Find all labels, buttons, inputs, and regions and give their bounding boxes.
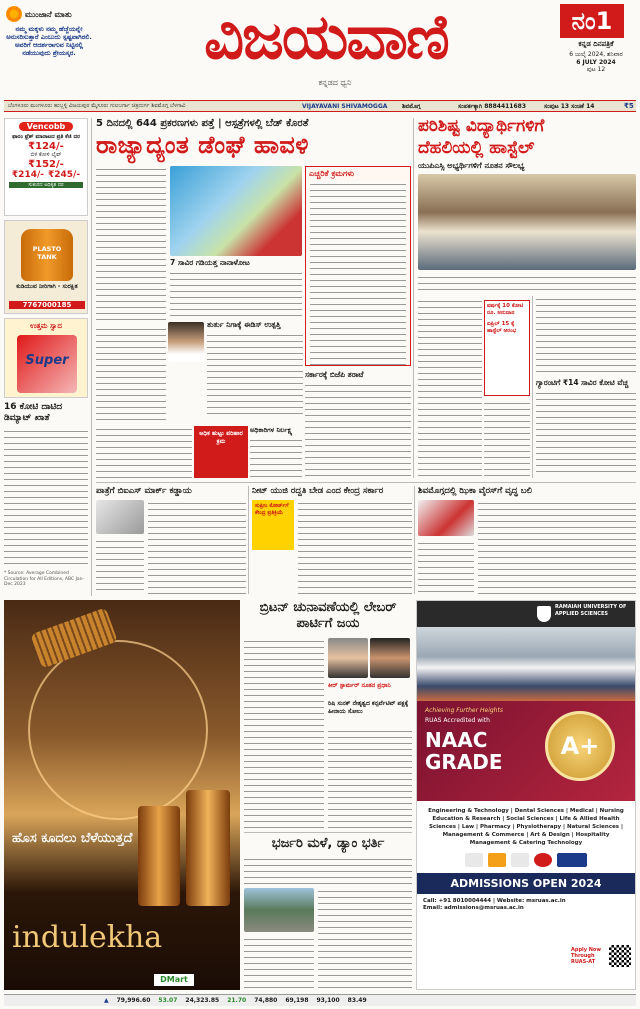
sarkari-story — [305, 370, 411, 480]
morning-quote — [6, 6, 92, 96]
grade-text: NAAC GRADE — [425, 728, 503, 774]
hostel-meeting-photo — [418, 174, 636, 270]
edition-kn: ಶಿವಮೊಗ್ಗ — [402, 103, 421, 110]
zika-story — [418, 486, 636, 594]
aplus-badge — [545, 711, 615, 781]
sensex: 79,996.60 — [116, 997, 151, 1004]
rain-story — [244, 836, 412, 990]
sunak-photo — [370, 638, 410, 678]
right-body-3 — [484, 400, 530, 478]
plasto-brand: PLASTO TANK — [32, 245, 62, 261]
right-body-2 — [418, 298, 482, 478]
sun-icon — [6, 6, 22, 22]
rishi-caption: ರಿಷಿ ಸುನಕ್ ನೇತೃತ್ವದ ಕನ್ಸರ್ವೆಟಿವ್ ಪಕ್ಷಕ್ಕೆ ಹೀನಾಯ ಸೋಲು — [328, 700, 409, 715]
lead-kicker: 5 ದಿನದಲ್ಲಿ 644 ಪ್ರಕರಣಗಳು ಪತ್ತೆ | ಆಸ್ಪತ್ರೆಗಳಲ್ಲಿ ಬೆಡ್ ಕೊರತೆ — [96, 118, 309, 129]
indulekha-brand: indulekha — [12, 920, 163, 955]
vencobb-price4: ₹245/- — [48, 170, 81, 180]
right-body-1 — [418, 274, 636, 294]
apply-box: Apply Now Through RUAS-AT — [571, 947, 601, 965]
hostel-box-text: ವರ್ಷಕ್ಕೆ 10 ಕೋಟಿ ರೂ. ಅನುದಾನ — [487, 303, 524, 316]
super-ad — [4, 318, 88, 398]
edition-bar — [4, 100, 636, 112]
minister-photo — [168, 322, 204, 362]
lead-side-box — [194, 426, 248, 478]
sarkari-title: ಸರ್ಕಾರಕ್ಕೆ ಬಿಜೆಪಿ ತರಾಟೆ — [305, 370, 364, 379]
tunnel-title: ಗ್ಯಾರಂಟಿಗೆ ₹14 ಸಾವಿರ ಕೋಟಿ ವೆಚ್ಚ — [536, 378, 629, 387]
oil-bottles — [138, 790, 234, 910]
right-headline-2: ದೆಹಲಿಯಲ್ಲಿ ಹಾಸ್ಟೆಲ್ — [418, 138, 535, 158]
hostel-box — [484, 300, 530, 396]
neet-story — [252, 486, 412, 594]
plasto-ad — [4, 220, 88, 314]
email: Email: admissions@msruas.ac.in — [423, 905, 524, 911]
side-box-text: ಅಧಿಕ ಹುಟ್ಟು ಪರಿಹಾರ ಕ್ರಮ — [199, 430, 243, 445]
rupee: 83.49 — [347, 997, 367, 1004]
sub-story-2 — [207, 320, 303, 416]
tunnel-story — [536, 296, 636, 478]
circ-body — [4, 428, 88, 568]
gold: 74,880 — [254, 997, 278, 1004]
neet-title: ನೀಟ್ ಯುಜಿ ರದ್ದತಿ ಬೇಡ ಎಂದ ಕೇಂದ್ರ ಸರ್ಕಾರ — [252, 486, 384, 496]
phone: ಸಂಪರ್ಕಕ್ಕಾಗಿ 8884411683 — [458, 103, 527, 110]
hostel-box-text2: ಏಪ್ರಿಲ್ 15 ಕ್ಕೆ ಹಾಸ್ಟೆಲ್ ಆರಂಭ — [487, 321, 517, 334]
vencobb-price1: ₹124/- — [28, 141, 64, 152]
lead-headline: ರಾಜ್ಯಾದ್ಯಂತ ಡೆಂಘೆ ಹಾವಳಿ — [96, 131, 309, 159]
admissions-bar: ADMISSIONS OPEN 2024 — [417, 873, 635, 894]
tagline: ಕನ್ನಡದ ಧ್ವನಿ — [318, 78, 352, 87]
zika-photo — [418, 500, 474, 536]
dam-photo — [244, 888, 314, 932]
vencobb-price2: ₹152/- — [28, 159, 64, 170]
warning-box — [305, 166, 411, 366]
quote-text: ನಮ್ಮ ಮಕ್ಕಳು ನಮ್ಮ ಹೆಜ್ಜೆಯನ್ನೇ ಅನುಸರಿಸುತ್ತಾರೆ ಎಂಬುದು ಸ್ಪಷ್ಟವಾಗಿರಲಿ. ಅವರಿಗೆ ಆದರ್ಶರಾಗುವ ನಿಟ್ಟಿನಲ್ಲಿ ನಡೆಯುವುದು ಶ್ರೇಯಸ್ಕರ. — [6, 25, 92, 57]
britain-story — [244, 600, 412, 830]
ramaiah-header — [417, 601, 635, 627]
aplus-text: A+ — [560, 732, 600, 760]
nifty: 24,323.85 — [185, 997, 220, 1004]
volume: ಸಂಪುಟ 13 ಸಂಚಿಕೆ 14 — [544, 103, 595, 110]
vencobb-ad — [4, 118, 88, 216]
circulation-story — [4, 402, 88, 592]
usd: 93,100 — [316, 997, 340, 1004]
plasto-phone: 7767000185 — [9, 301, 85, 309]
super-title: ಉತ್ತಮ ಸ್ವಾದ — [30, 322, 62, 330]
nifty-change: 21.70 — [227, 997, 247, 1004]
sub-story-2-title: ತುರ್ತು ನಿಗಾಕ್ಕೆ ಈಡಿಸ್ ಉತ್ಪತ್ತಿ — [207, 320, 281, 329]
quote-title: ಮುಂಜಾನೆ ಮಾತು — [25, 9, 72, 19]
vessel-photo — [96, 500, 144, 534]
ramaiah-logo-icon — [537, 606, 551, 622]
britain-title: ಬ್ರಿಟನ್ ಚುನಾವಣೆಯಲ್ಲಿ ಲೇಬರ್ ಪಾರ್ಟಿಗೆ ಜಯ — [259, 600, 397, 631]
dmart-logo: DMart — [154, 974, 194, 986]
sub-story-title: 7 ಸಾವಿರ ಗಡಿಯತ್ತ ನಾನಾಳೋಟ — [170, 258, 250, 267]
banner-text: Achieving Further Heights — [425, 707, 503, 714]
market-ticker — [4, 994, 636, 1006]
vencobb-logo: Vencobb — [19, 122, 73, 131]
neet-box-text: ಸುಪ್ರೀಂ ಕೋರ್ಟ್‌ಗೆ ಕೇಂದ್ರ ಪ್ರತಿಕ್ರಿಯೆ — [255, 503, 289, 516]
neet-box — [252, 500, 294, 550]
contact: Call: +91 8010004444 | Website: msruas.ac.in — [423, 898, 566, 904]
dengue-photo — [170, 166, 302, 256]
officers-title: ಅಧಿಕಾರಿಗಳ ನಿರ್ಲಕ್ಷ್ಯ — [250, 426, 293, 434]
silver: 69,198 — [285, 997, 309, 1004]
edition-name: VIJAYAVANI SHIVAMOGGA — [302, 103, 388, 110]
date-kn: 6 ಜುಲೈ 2024, ಶನಿವಾರ — [569, 51, 623, 58]
date-en: 6 JULY 2024 — [576, 59, 616, 66]
badge-sub: ಕನ್ನಡ ದಿನಪತ್ರಿಕೆ — [578, 40, 614, 48]
zika-title: ಶಿವಮೊಗ್ಗದಲ್ಲಿ ಝಿಕಾ ವೈರಸ್‌ಗೆ ವೃದ್ಧ ಬಲಿ — [418, 486, 532, 496]
sensex-change: 53.07 — [158, 997, 178, 1004]
lead-col-lower — [96, 426, 192, 478]
plasto-text: ಕುಡಿಯುವ ನೀರಿಗಾಗಿ - ಸುರಕ್ಷಿತ — [16, 283, 78, 290]
lead-col1 — [96, 166, 166, 322]
qr-code — [609, 945, 631, 967]
vencobb-foot: ಸುಕುನದ ಅಧಿಕೃತ ದರ — [9, 182, 83, 188]
circ-title: 16 ಕೋಟಿ ದಾಟಿದ ಡಿಮ್ಯಾಟ್ ಖಾತೆ — [4, 402, 63, 423]
ramaiah-group-photo — [417, 627, 635, 701]
right-subhead: ಯುಪಿಎಸ್ಸಿ ಅಭ್ಯರ್ಥಿಗಳಿಗೆ ನೂತನ ಸೌಲಭ್ಯ — [418, 161, 525, 170]
vencobb-label2: ಬಿಳಿ ಕೋಳಿ ಲೈವ್ — [30, 152, 62, 158]
indulekha-ad — [4, 600, 240, 990]
ramaiah-name: RAMAIAH UNIVERSITY OF APPLIED SCIENCES — [555, 604, 627, 617]
starmer-photo — [328, 638, 368, 678]
bis-title: ಪಾತ್ರೆಗೆ ಬಿಐಎಸ್ ಮಾರ್ಕ್ ಕಡ್ಡಾಯ — [96, 486, 192, 496]
pages: ಪುಟ 12 — [586, 66, 606, 73]
courses: Engineering & Technology | Dental Sciences | Medical | Nursing Education & Research | Social Sciences | Life & Allied Health Sciences | Law | Pharmacy | Physiotherapy | Natural Sciences | Management & Commerce | Art & Design | Hospitality Management & Catering Technology — [428, 808, 624, 846]
naac-panel — [417, 701, 635, 801]
warning-title: ಎಚ್ಚರಿಕೆ ಕ್ರಮಗಳು — [309, 169, 355, 178]
vencobb-text: ಫಾರಂ ಫ್ರೆಶ್ ಮಾರಾಟದ ಪ್ರತಿ ಕೆಜಿ ದರ — [12, 134, 80, 140]
super-brand: Super — [25, 353, 69, 368]
officers-story — [250, 426, 302, 478]
accreditation-logos — [417, 853, 635, 867]
no1-block — [556, 4, 636, 94]
right-headline-1: ಪರಿಶಿಷ್ಟ ವಿದ್ಯಾರ್ಥಿಗಳಿಗೆ — [418, 116, 545, 136]
accr-text: RUAS Accredited with — [425, 717, 490, 724]
starmer-caption: ಕೀರ್ ಸ್ಟಾರ್ಮರ್ ನೂತನ ಪ್ರಧಾನಿ — [328, 682, 391, 689]
vencobb-price3: ₹214/- — [11, 170, 44, 180]
bis-story — [96, 486, 246, 594]
edition-cities: ಬೆಂಗಳೂರು ಮಂಗಳೂರು ಹುಬ್ಬಳ್ಳಿ ವಿಜಯಪುರ ಮೈಸೂರು ಗುಲಬರ್ಗಾ ಚಿತ್ರದುರ್ಗ ಶಿವಮೊಗ್ಗ ಬೆಳಗಾವಿ — [8, 103, 186, 109]
lead-col1b — [96, 326, 166, 420]
price: ₹5 — [624, 102, 634, 110]
ramaiah-ad — [416, 600, 636, 990]
paper-title: ವಿಜಯವಾಣಿ — [204, 2, 448, 72]
no1-badge: ನಂ1 — [560, 4, 624, 38]
indulekha-tag: ಹೊಸ ಕೂದಲು ಬೆಳೆಯುತ್ತದೆ — [12, 831, 133, 846]
circ-foot: * Source: Average Combined Circulation for All Editions, ABC Jan-Dec 2023 — [4, 571, 85, 587]
sensex-label: ▲ — [104, 997, 109, 1004]
sub-story — [170, 258, 302, 318]
rain-title: ಭರ್ಜರಿ ಮಳೆ, ಡ್ಯಾಂ ಭರ್ತಿ — [271, 836, 385, 851]
